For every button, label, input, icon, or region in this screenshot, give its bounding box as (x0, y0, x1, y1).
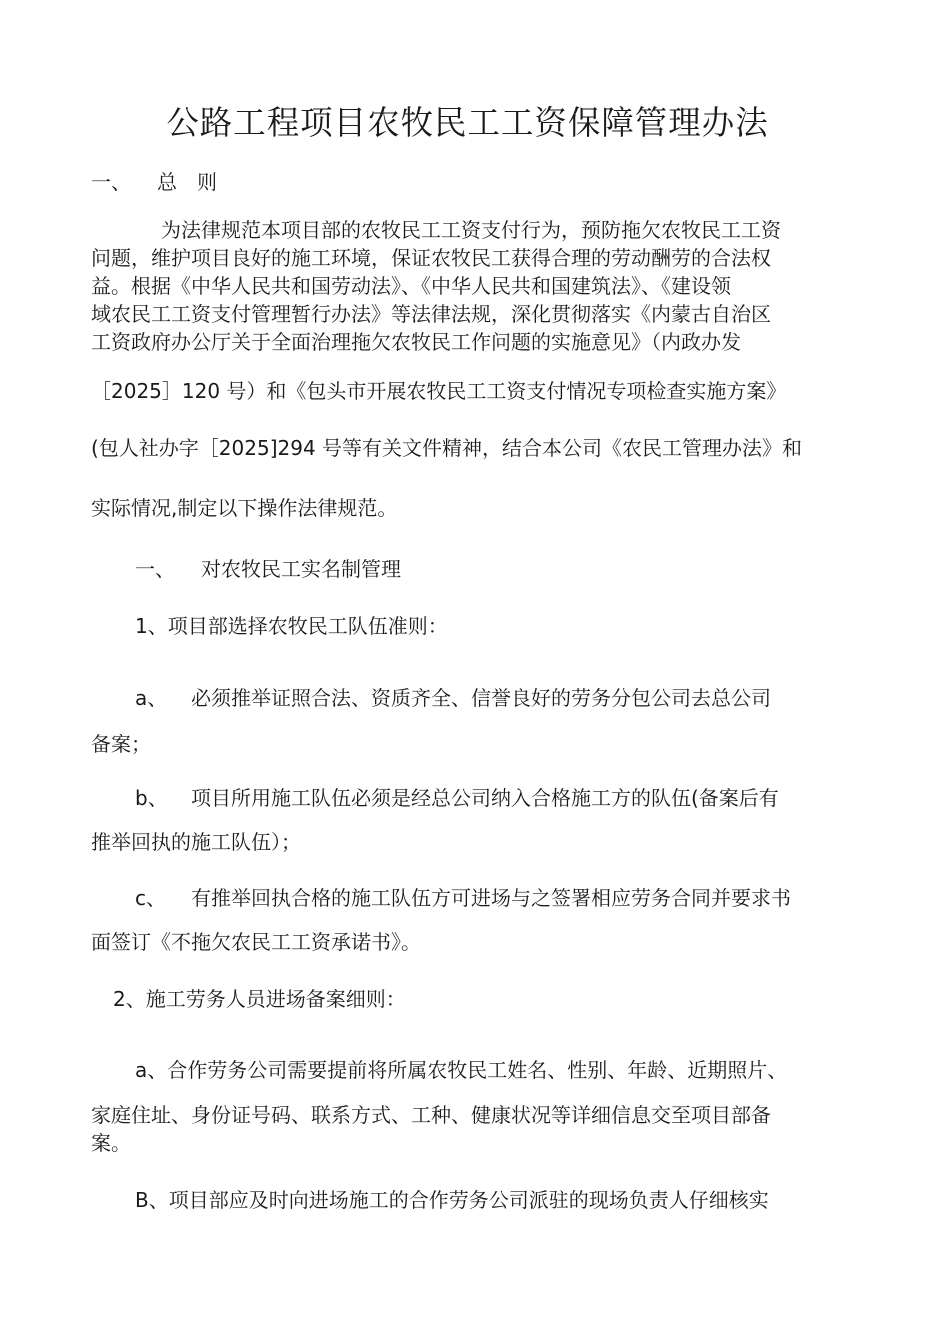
item-mark: b、 (135, 786, 168, 810)
item-text: 项目所用施工队伍必须是经总公司纳入合格施工方的队伍(备案后有 (191, 786, 779, 810)
rule-item-a-continuation: 备案； (91, 732, 151, 756)
rule-heading: 1、项目部选择农牧民工队伍准则： (135, 614, 448, 638)
item-text: 必须推举证照合法、资质齐全、信誉良好的劳务分包公司去总公司 (191, 686, 771, 710)
rule-item-b-continuation: 推举回执的施工队伍）； (91, 830, 301, 854)
intro-line: 域农民工工资支付管理暂行办法》等法律法规，深化贯彻落实《内蒙古自治区 (91, 302, 771, 326)
rule-item-b-line: B、项目部应及时向进场施工的合作劳务公司派驻的现场负责人仔细核实 (135, 1188, 769, 1212)
intro-line: (包人社办字［2025]294 号等有关文件精神，结合本公司《农民工管理办法》和 (91, 436, 803, 460)
intro-line: 为法律规范本项目部的农牧民工工资支付行为，预防拖欠农牧民工工资 (161, 218, 781, 242)
rule-item-a-line: a、合作劳务公司需要提前将所属农牧民工姓名、性别、年龄、近期照片、 (135, 1058, 788, 1082)
section-number: 一、 (135, 557, 175, 581)
section-title: 对农牧民工实名制管理 (201, 557, 401, 581)
rule-item-a (135, 684, 771, 712)
rule-heading: 2、施工劳务人员进场备案细则： (113, 987, 406, 1011)
section-number: 一、 (91, 170, 131, 194)
section-title: 总 则 (157, 170, 217, 194)
rule-item-a-line: 案。 (91, 1131, 131, 1155)
item-mark: a、 (135, 686, 168, 710)
item-text: 有推举回执合格的施工队伍方可进场与之签署相应劳务合同并要求书 (191, 886, 791, 910)
rule-item-a-line: 家庭住址、身份证号码、联系方式、工种、健康状况等详细信息交至项目部备 (91, 1103, 771, 1127)
intro-line: 实际情况,制定以下操作法律规范。 (91, 496, 398, 520)
section-heading-realname (135, 555, 401, 583)
rule-item-c (135, 884, 791, 912)
intro-line: 问题，维护项目良好的施工环境，保证农牧民工获得合理的劳动酬劳的合法权 (91, 246, 771, 270)
rule-item-c-continuation: 面签订《不拖欠农民工工资承诺书》。 (91, 930, 421, 954)
intro-line: ［2025］120 号）和《包头市开展农牧民工工资支付情况专项检查实施方案》 (91, 379, 787, 403)
intro-line: 工资政府办公厅关于全面治理拖欠农牧民工作问题的实施意见》（内政办发 (91, 330, 741, 354)
rule-item-b (135, 784, 779, 812)
document-title: 公路工程项目农牧民工工资保障管理办法 (166, 103, 769, 142)
item-mark: c、 (135, 886, 166, 910)
section-heading-general (91, 168, 217, 196)
intro-line: 益。根据《中华人民共和国劳动法》、《中华人民共和国建筑法》、《建设领 (91, 274, 731, 298)
